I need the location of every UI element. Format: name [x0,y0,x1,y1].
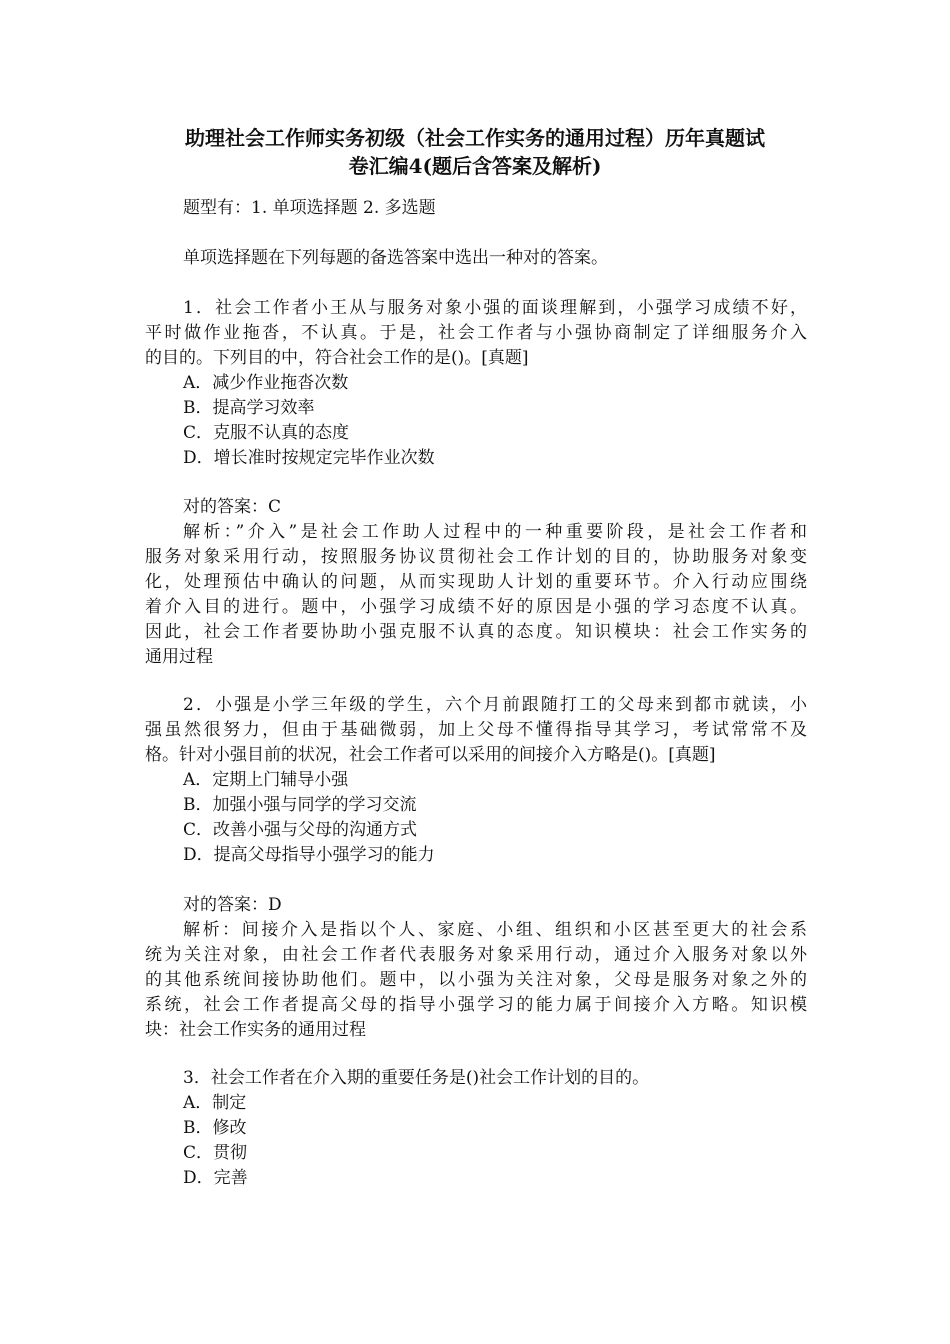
question-1-option-a: A．减少作业拖沓次数 [183,373,349,393]
question-1-stem-line: 1．社会工作者小王从与服务对象小强的面谈理解到，小强学习成绩不好， [183,298,807,318]
question-2-stem-line: 强虽然很努力，但由于基础微弱，加上父母不懂得指导其学习，考试常常不及 [145,720,807,740]
question-1-analysis-line: 着介入目的进行。题中，小强学习成绩不好的原因是小强的学习态度不认真。 [145,597,807,617]
question-2-analysis-line: 系统，社会工作者提高父母的指导小强学习的能力属于间接介入方略。知识模 [145,995,807,1015]
question-2-answer: 对的答案：D [183,895,282,915]
question-2-option-d: D．提高父母指导小强学习的能力 [183,845,435,865]
question-2-analysis-line: 的其他系统间接协助他们。题中，以小强为关注对象，父母是服务对象之外的 [145,970,807,990]
question-2 [145,693,807,868]
question-1-solution [145,495,807,670]
question-1-option-c: C．克服不认真的态度 [183,423,350,443]
section-intro-text: 单项选择题在下列每题的备选答案中选出一种对的答案。 [183,248,608,268]
question-1-analysis-line: 化，处理预估中确认的问题，从而实现助人计划的重要环节。介入行动应围绕 [145,572,807,592]
question-1 [145,296,807,471]
question-3-option-c: C．贯彻 [183,1143,248,1163]
document-title [120,124,830,180]
question-1-stem-line: 的目的。下列目的中，符合社会工作的是()。[真题] [145,348,529,368]
question-1-option-d: D．增长准时按规定完毕作业次数 [183,448,435,468]
question-2-stem-line: 2．小强是小学三年级的学生，六个月前跟随打工的父母来到都市就读，小 [183,695,807,715]
question-3 [145,1066,807,1191]
question-3-option-b: B．修改 [183,1118,247,1138]
question-2-analysis-line: 块：社会工作实务的通用过程 [145,1020,366,1040]
question-1-analysis-line: 通用过程 [145,647,213,667]
question-3-stem-line: 3．社会工作者在介入期的重要任务是()社会工作计划的目的。 [183,1068,650,1088]
question-2-stem-line: 格。针对小强目前的状况，社会工作者可以采用的间接介入方略是()。[真题] [145,745,716,765]
question-1-stem-line: 平时做作业拖沓，不认真。于是，社会工作者与小强协商制定了详细服务介入 [145,323,807,343]
title-line-2: 卷汇编4(题后含答案及解析) [348,154,602,178]
question-2-solution [145,893,807,1043]
question-2-option-b: B．加强小强与同学的学习交流 [183,795,417,815]
question-2-analysis-line: 解析：间接介入是指以个人、家庭、小组、组织和小区甚至更大的社会系 [183,920,807,940]
question-2-option-a: A．定期上门辅导小强 [183,770,349,790]
section-intro [145,246,807,271]
question-1-analysis-line: 因此，社会工作者要协助小强克服不认真的态度。知识模块：社会工作实务的 [145,622,807,642]
question-2-analysis-line: 统为关注对象，由社会工作者代表服务对象采用行动，通过介入服务对象以外 [145,945,807,965]
question-types-text: 题型有：1. 单项选择题 2. 多选题 [183,198,436,218]
question-1-analysis-line: 解析：”介入”是社会工作助人过程中的一种重要阶段，是社会工作者和 [183,522,807,542]
question-3-option-d: D．完善 [183,1168,248,1188]
question-types [145,196,807,221]
question-2-option-c: C．改善小强与父母的沟通方式 [183,820,418,840]
question-1-answer: 对的答案：C [183,497,282,517]
title-line-1: 助理社会工作师实务初级（社会工作实务的通用过程）历年真题试 [185,126,765,150]
question-1-analysis-line: 服务对象采用行动，按照服务协议贯彻社会工作计划的目的，协助服务对象变 [145,547,807,567]
question-1-option-b: B．提高学习效率 [183,398,315,418]
question-3-option-a: A．制定 [183,1093,247,1113]
